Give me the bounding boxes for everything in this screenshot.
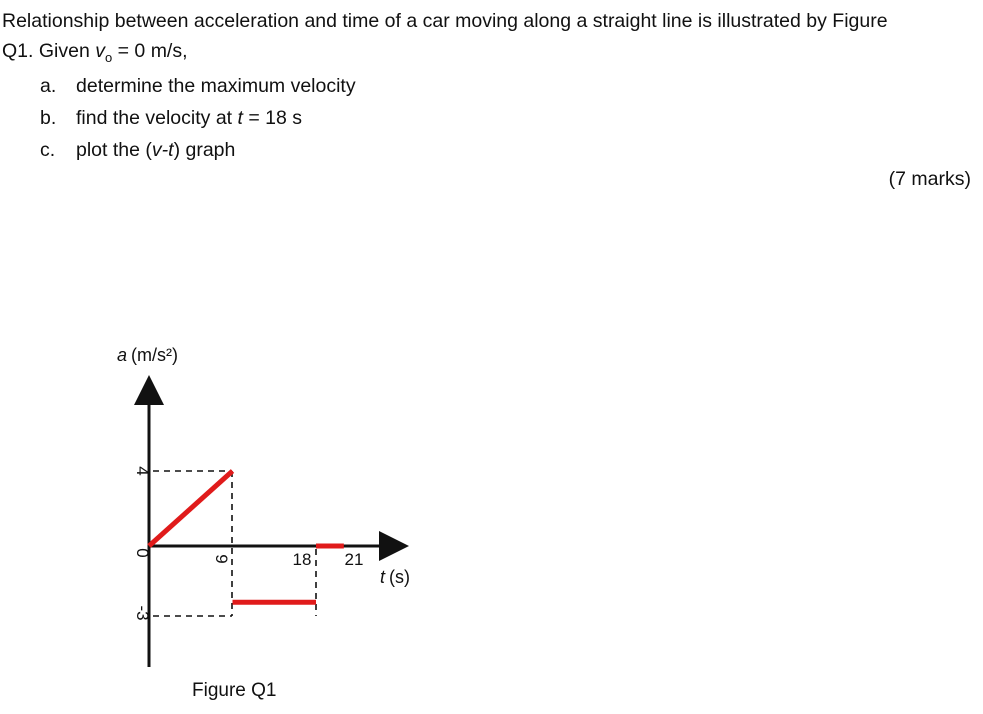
y-tick-0: 0 [133,548,152,558]
x-tick-21: 21 [344,550,364,569]
vt-symbol: v-t [151,139,174,161]
x-axis-label [380,567,410,587]
y-axis-unit: (m/s²) [131,345,178,365]
part-a-text: determine the maximum velocity [76,75,356,97]
x-axis-unit: (s) [389,567,411,587]
y-axis-symbol: a [117,345,128,365]
part-c-letter: c. [40,139,56,161]
y-tick-neg3: -3 [133,605,152,621]
t-symbol: t [237,107,243,129]
part-b-suffix: = 18 s [242,107,303,129]
x-tick-9: 9 [212,554,231,564]
marks-label: (7 marks) [888,168,971,190]
intro-line-2-suffix: = 0 m/s, [112,40,188,62]
series-segment-0-9s [149,471,233,546]
y-axis-label [117,345,178,365]
part-c-prefix: plot the ( [76,139,152,161]
x-tick-18: 18 [292,550,312,569]
v-subscript: o [104,49,113,65]
part-b-letter: b. [40,107,57,129]
y-tick-4: 4 [133,466,152,476]
v-symbol: v [95,40,105,62]
part-c-suffix: ) graph [173,139,236,161]
part-a-letter: a. [40,75,57,97]
intro-line-1: Relationship between acceleration and time of a car moving along a straight line is illustrated by Figure [2,10,888,32]
part-b-prefix: find the velocity at [76,107,238,129]
intro-line-2-prefix: Q1. Given [2,40,96,62]
figure-caption: Figure Q1 [192,680,277,701]
x-axis-symbol: t [380,567,386,587]
